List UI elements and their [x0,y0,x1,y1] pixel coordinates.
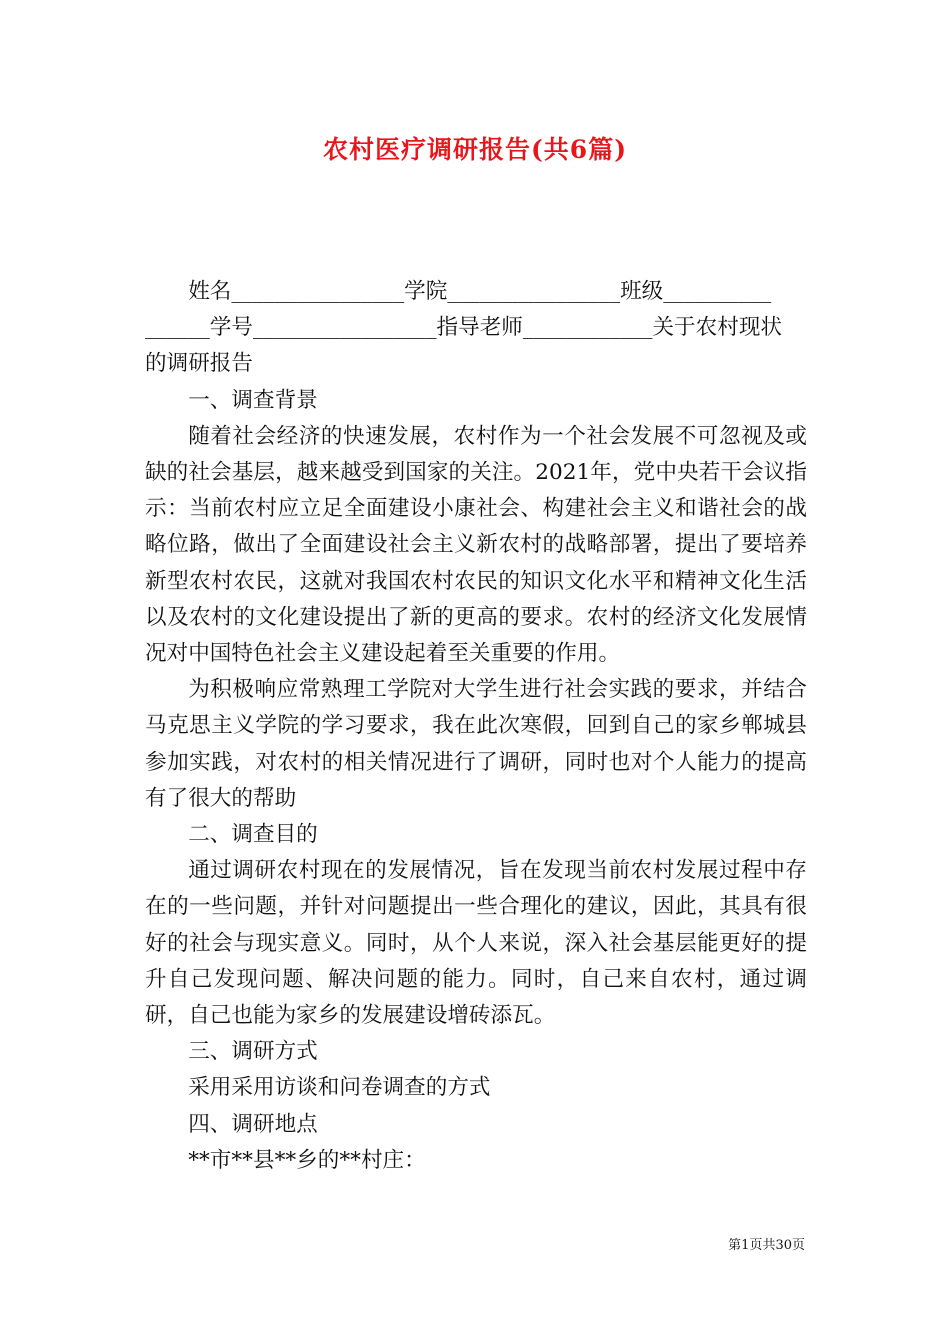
paragraph: 随着社会经济的快速发展，农村作为一个社会发展不可忽视及或缺的社会基层，越来越受到国家的关注。2021年，党中央若干会议指示：当前农村应立足全面建设小康社会、构建社会主义和谐社会的战略位路，做出了全面建设社会主义新农村的战略部署，提出了要培养新型农村农民，这就对我国农村农民的知识文化水平和精神文化生活以及农村的文化建设提出了新的更高的要求。农村的经济文化发展情况对中国特色社会主义建设起着至关重要的作用。 [145,423,807,667]
section-heading-location: 四、调研地点 [188,1111,318,1137]
page-number: 第1页共30页 [728,1238,805,1253]
paragraph: 采用采用访谈和问卷调查的方式 [188,1075,491,1101]
section-heading-method: 三、调研方式 [188,1039,318,1065]
document-body [145,274,807,1179]
document-title: 农村医疗调研报告(共6篇) [322,135,628,164]
section-heading-purpose: 二、调查目的 [188,822,318,848]
student-info-line: 的调研报告 [145,351,253,377]
section-heading-background: 一、调查背景 [188,387,318,413]
student-info-line: 姓名________________学院________________班级__________ [188,279,772,304]
paragraph: 通过调研农村现在的发展情况，旨在发现当前农村发展过程中存在的一些问题，并针对问题提出一些合理化的建议，因此，其具有很好的社会与现实意义。同时，从个人来说，深入社会基层能更好的提升自己发现问题、解决问题的能力。同时，自己来自农村，通过调研，自己也能为家乡的发展建设增砖添瓦。 [145,858,807,1029]
paragraph: **市**县**乡的**村庄： [188,1147,426,1173]
paragraph: 为积极响应常熟理工学院对大学生进行社会实践的要求，并结合马克思主义学院的学习要求，我在此次寒假，回到自己的家乡郸城县参加实践，对农村的相关情况进行了调研，同时也对个人能力的提高有了很大的帮助 [145,677,807,811]
student-info-line: ______学号_________________指导老师____________关于农村现状 [145,315,783,341]
